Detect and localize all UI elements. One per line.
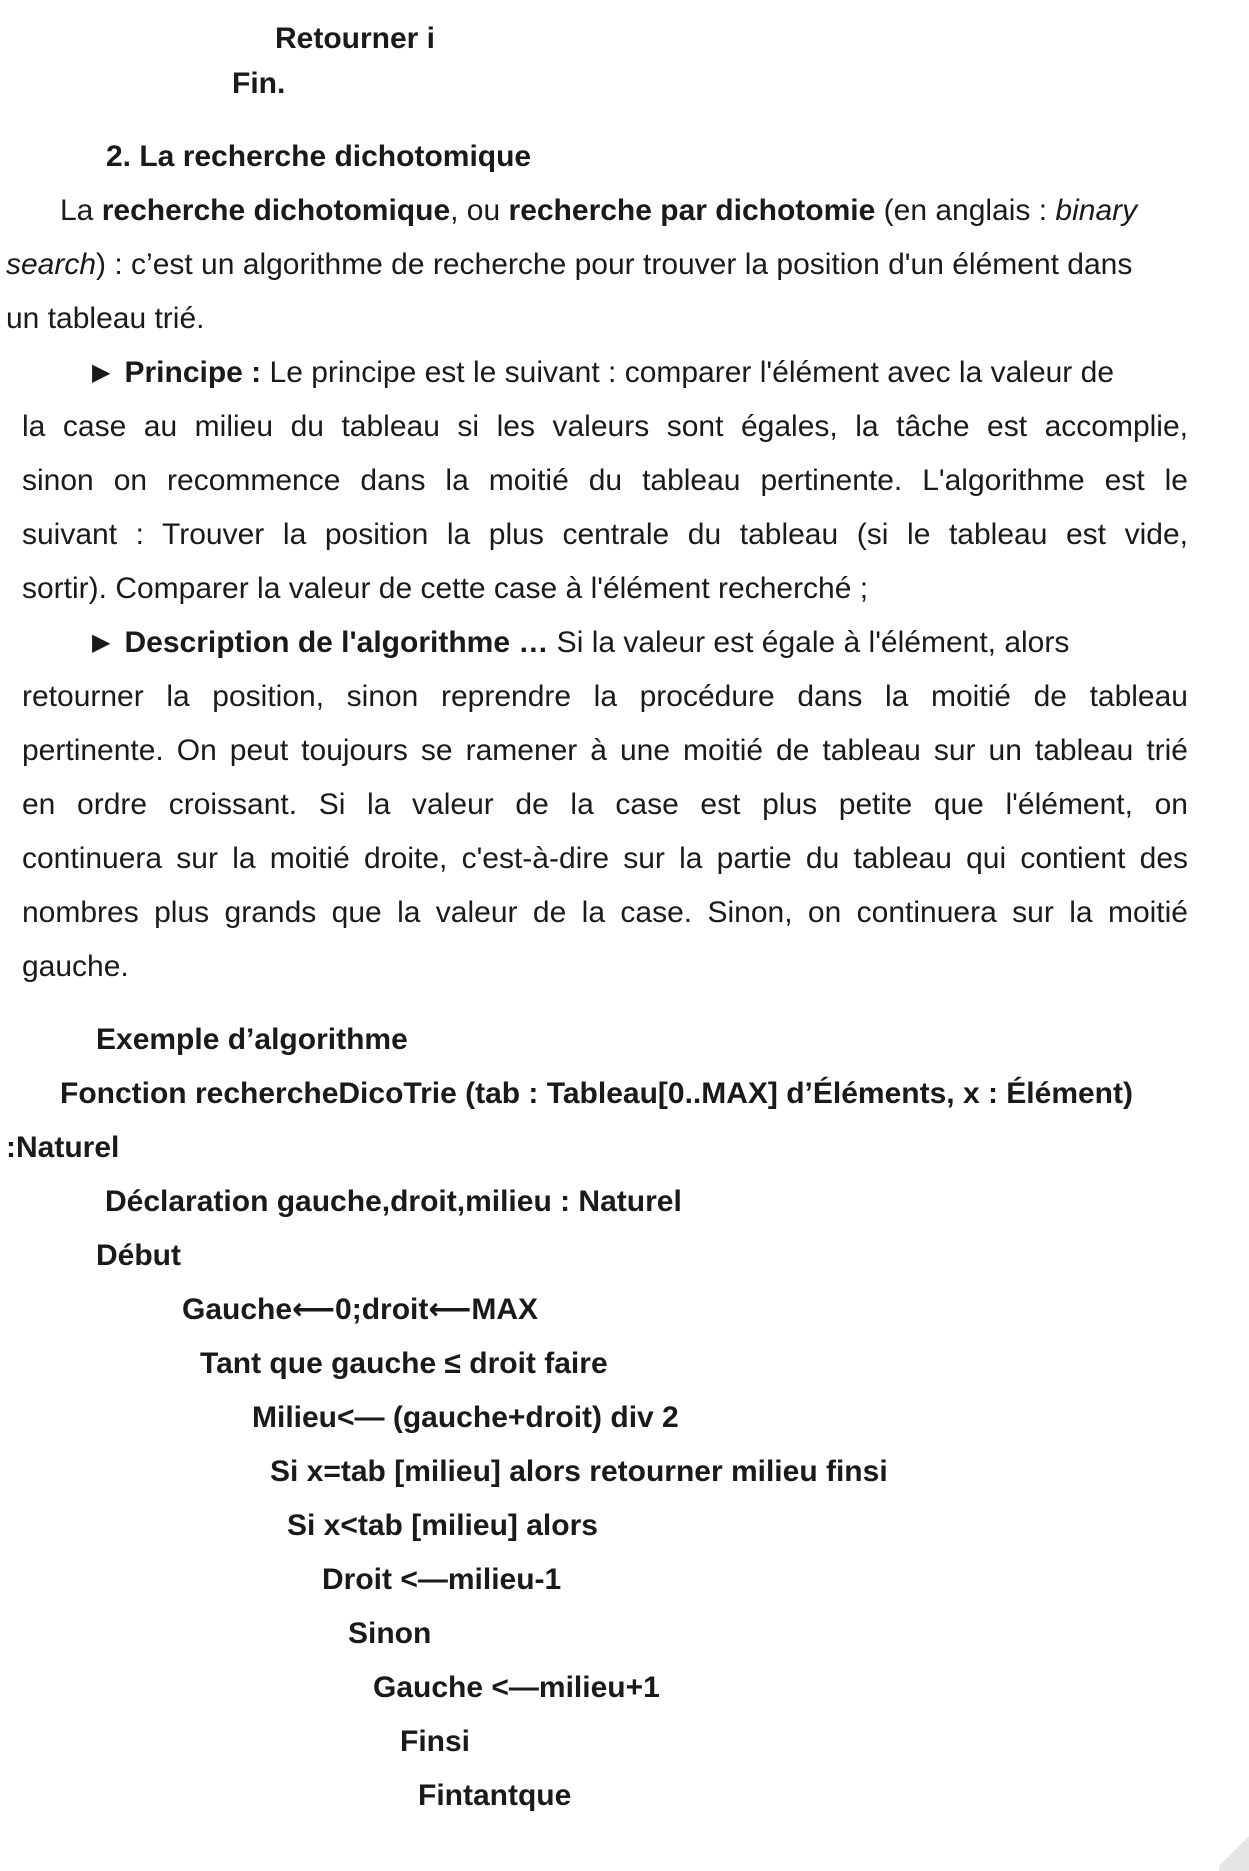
- bullet-arrow-icon: ▶: [92, 359, 111, 386]
- code-line: Si x=tab [milieu] alors retourner milieu finsi: [270, 1455, 888, 1488]
- code-line: Si x<tab [milieu] alors: [287, 1509, 598, 1542]
- principe-line-2: la case au milieu du tableau si les valeurs sont égales, la tâche est accomplie,: [22, 410, 1188, 443]
- intro-line-2: search) : c’est un algorithme de recherche pour trouver la position d'un élément dans: [6, 248, 1133, 281]
- description-line-1: ▶ Description de l'algorithme … Si la valeur est égale à l'élément, alors: [92, 626, 1070, 659]
- debut-line: Début: [96, 1239, 181, 1272]
- code-line: Sinon: [348, 1617, 432, 1650]
- description-line-6: nombres plus grands que la valeur de la case. Sinon, on continuera sur la moitié: [22, 896, 1188, 929]
- fin-line: Fin.: [232, 67, 286, 100]
- description-label: Description de l'algorithme …: [124, 626, 549, 659]
- principe-line-4: suivant : Trouver la position la plus centrale du tableau (si le tableau est vide,: [22, 518, 1188, 551]
- fonction-signature-line-1: Fonction rechercheDicoTrie (tab : Tableau[0..MAX] d’Éléments, x : Élément): [60, 1077, 1133, 1110]
- description-line-2: retourner la position, sinon reprendre la procédure dans la moitié de tableau: [22, 680, 1188, 713]
- description-line-3: pertinente. On peut toujours se ramener à une moitié de tableau sur un tableau trié: [22, 734, 1188, 767]
- code-line: Droit <—milieu-1: [322, 1563, 562, 1596]
- code-line: Milieu<— (gauche+droit) div 2: [252, 1401, 679, 1434]
- principe-label: Principe :: [124, 356, 262, 389]
- code-line: Fintantque: [418, 1779, 572, 1812]
- description-line-7: gauche.: [22, 950, 129, 983]
- section-title: 2. La recherche dichotomique: [106, 140, 532, 173]
- description-line-4: en ordre croissant. Si la valeur de la case est plus petite que l'élément, on: [22, 788, 1188, 821]
- declaration-line: Déclaration gauche,droit,milieu : Naturel: [105, 1185, 682, 1218]
- bullet-arrow-icon: ▶: [92, 629, 111, 656]
- exemple-title: Exemple d’algorithme: [96, 1023, 408, 1056]
- code-line: Gauche⟵0;droit⟵MAX: [182, 1293, 539, 1326]
- principe-line-1: ▶ Principe : Le principe est le suivant : comparer l'élément avec la valeur de: [92, 356, 1115, 389]
- fonction-signature-line-2: :Naturel: [6, 1131, 120, 1164]
- principe-line-3: sinon on recommence dans la moitié du tableau pertinente. L'algorithme est le: [22, 464, 1188, 497]
- principe-line-5: sortir). Comparer la valeur de cette case à l'élément recherché ;: [22, 572, 869, 605]
- description-line-5: continuera sur la moitié droite, c'est-à-dire sur la partie du tableau qui contient des: [22, 842, 1188, 875]
- code-line: Gauche <—milieu+1: [373, 1671, 660, 1704]
- retourner-line: Retourner i: [275, 22, 436, 55]
- code-line: Finsi: [400, 1725, 471, 1758]
- intro-line-1: La recherche dichotomique, ou recherche par dichotomie (en anglais : binary: [60, 194, 1138, 227]
- page-curl: [1219, 1831, 1249, 1871]
- intro-line-3: un tableau trié.: [6, 302, 205, 335]
- code-line: Tant que gauche ≤ droit faire: [200, 1347, 608, 1380]
